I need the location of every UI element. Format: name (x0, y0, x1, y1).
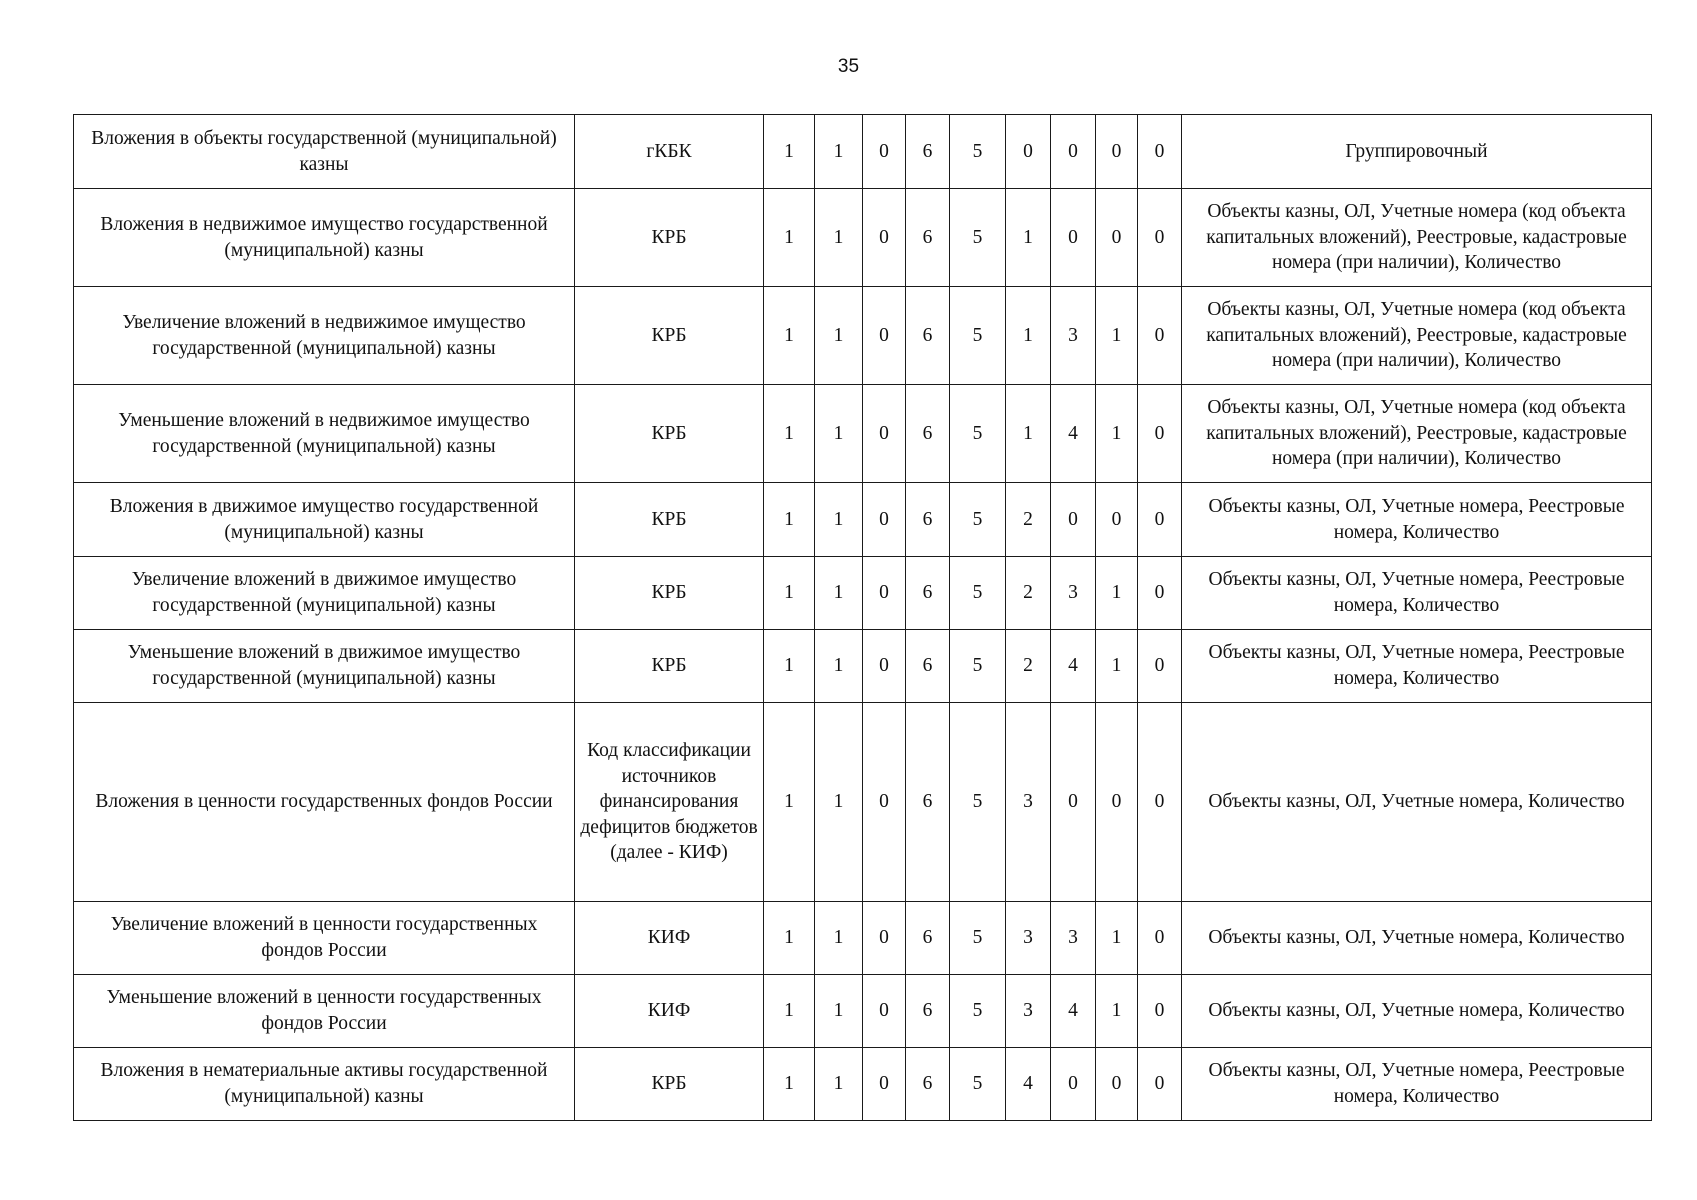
digit-cell: 0 (1096, 483, 1138, 557)
account-name-cell: Вложения в ценности государственных фондов России (74, 703, 575, 902)
analytics-cell: Объекты казны, ОЛ, Учетные номера, Реестровые номера, Количество (1182, 1048, 1652, 1121)
digit-cell: 5 (950, 557, 1006, 630)
digit-cell: 4 (1006, 1048, 1051, 1121)
digit-cell: 1 (1096, 385, 1138, 483)
analytics-cell: Объекты казны, ОЛ, Учетные номера, Количество (1182, 975, 1652, 1048)
digit-cell: 0 (1051, 189, 1096, 287)
digit-cell: 1 (1096, 630, 1138, 703)
digit-cell: 1 (764, 115, 815, 189)
digit-cell: 3 (1051, 557, 1096, 630)
account-type-cell: КРБ (575, 557, 764, 630)
digit-cell: 0 (863, 703, 906, 902)
digit-cell: 0 (863, 483, 906, 557)
table-row (74, 703, 1652, 902)
digit-cell: 2 (1006, 483, 1051, 557)
account-name-cell: Вложения в объекты государственной (муниципальной) казны (74, 115, 575, 189)
digit-cell: 0 (1051, 703, 1096, 902)
digit-cell: 6 (906, 287, 950, 385)
analytics-cell: Объекты казны, ОЛ, Учетные номера, Реестровые номера, Количество (1182, 630, 1652, 703)
account-name-cell: Вложения в движимое имущество государственной (муниципальной) казны (74, 483, 575, 557)
digit-cell: 1 (764, 557, 815, 630)
account-name-cell: Увеличение вложений в недвижимое имущество государственной (муниципальной) казны (74, 287, 575, 385)
digit-cell: 6 (906, 483, 950, 557)
digit-cell: 0 (863, 189, 906, 287)
account-name-cell: Вложения в недвижимое имущество государственной (муниципальной) казны (74, 189, 575, 287)
digit-cell: 5 (950, 1048, 1006, 1121)
account-name-cell: Увеличение вложений в движимое имущество государственной (муниципальной) казны (74, 557, 575, 630)
digit-cell: 3 (1006, 703, 1051, 902)
digit-cell: 0 (863, 115, 906, 189)
table-row (74, 115, 1652, 189)
digit-cell: 0 (1006, 115, 1051, 189)
account-name-cell: Уменьшение вложений в недвижимое имущество государственной (муниципальной) казны (74, 385, 575, 483)
analytics-cell: Объекты казны, ОЛ, Учетные номера, Количество (1182, 703, 1652, 902)
digit-cell: 4 (1051, 975, 1096, 1048)
digit-cell: 1 (764, 975, 815, 1048)
digit-cell: 0 (1051, 115, 1096, 189)
digit-cell: 5 (950, 385, 1006, 483)
digit-cell: 1 (1096, 557, 1138, 630)
page-number: 35 (837, 56, 860, 77)
digit-cell: 0 (863, 557, 906, 630)
digit-cell: 1 (1006, 287, 1051, 385)
digit-cell: 1 (764, 902, 815, 975)
digit-cell: 4 (1051, 630, 1096, 703)
digit-cell: 1 (815, 902, 863, 975)
digit-cell: 1 (1096, 902, 1138, 975)
digit-cell: 3 (1006, 975, 1051, 1048)
digit-cell: 0 (1051, 1048, 1096, 1121)
digit-cell: 1 (764, 1048, 815, 1121)
table-row (74, 385, 1652, 483)
digit-cell: 0 (1138, 557, 1182, 630)
digit-cell: 2 (1006, 630, 1051, 703)
digit-cell: 5 (950, 483, 1006, 557)
digit-cell: 0 (1138, 703, 1182, 902)
digit-cell: 0 (1051, 483, 1096, 557)
digit-cell: 6 (906, 1048, 950, 1121)
digit-cell: 3 (1006, 902, 1051, 975)
accounts-table (73, 114, 1652, 1121)
digit-cell: 1 (1006, 189, 1051, 287)
digit-cell: 5 (950, 703, 1006, 902)
digit-cell: 0 (1096, 115, 1138, 189)
digit-cell: 6 (906, 385, 950, 483)
digit-cell: 1 (764, 630, 815, 703)
account-type-cell: КРБ (575, 287, 764, 385)
digit-cell: 1 (764, 703, 815, 902)
digit-cell: 0 (1096, 189, 1138, 287)
digit-cell: 6 (906, 975, 950, 1048)
digit-cell: 1 (815, 557, 863, 630)
account-type-cell: КРБ (575, 1048, 764, 1121)
digit-cell: 1 (815, 630, 863, 703)
digit-cell: 0 (863, 902, 906, 975)
digit-cell: 1 (815, 385, 863, 483)
analytics-cell: Объекты казны, ОЛ, Учетные номера, Реестровые номера, Количество (1182, 557, 1652, 630)
digit-cell: 3 (1051, 287, 1096, 385)
digit-cell: 5 (950, 115, 1006, 189)
table-row (74, 189, 1652, 287)
digit-cell: 0 (1138, 189, 1182, 287)
digit-cell: 2 (1006, 557, 1051, 630)
digit-cell: 0 (1096, 703, 1138, 902)
account-name-cell: Увеличение вложений в ценности государственных фондов России (74, 902, 575, 975)
digit-cell: 0 (1138, 115, 1182, 189)
analytics-cell: Объекты казны, ОЛ, Учетные номера (код объекта капитальных вложений), Реестровые, кадастровые номера (при наличии), Количество (1182, 385, 1652, 483)
digit-cell: 0 (863, 1048, 906, 1121)
digit-cell: 1 (1006, 385, 1051, 483)
digit-cell: 3 (1051, 902, 1096, 975)
analytics-cell: Группировочный (1182, 115, 1652, 189)
analytics-cell: Объекты казны, ОЛ, Учетные номера, Количество (1182, 902, 1652, 975)
digit-cell: 0 (1096, 1048, 1138, 1121)
digit-cell: 6 (906, 902, 950, 975)
digit-cell: 1 (815, 483, 863, 557)
digit-cell: 0 (1138, 630, 1182, 703)
digit-cell: 6 (906, 557, 950, 630)
account-type-cell: КРБ (575, 189, 764, 287)
digit-cell: 0 (1138, 902, 1182, 975)
digit-cell: 1 (815, 115, 863, 189)
account-type-cell: гКБК (575, 115, 764, 189)
account-type-cell: КИФ (575, 975, 764, 1048)
digit-cell: 1 (764, 189, 815, 287)
digit-cell: 5 (950, 975, 1006, 1048)
account-type-cell: КРБ (575, 630, 764, 703)
account-type-cell: КИФ (575, 902, 764, 975)
digit-cell: 6 (906, 115, 950, 189)
table-row (74, 287, 1652, 385)
account-type-cell: КРБ (575, 385, 764, 483)
digit-cell: 6 (906, 703, 950, 902)
account-type-cell: КРБ (575, 483, 764, 557)
table-row (74, 557, 1652, 630)
digit-cell: 1 (764, 287, 815, 385)
digit-cell: 0 (1138, 385, 1182, 483)
table-row (74, 902, 1652, 975)
digit-cell: 0 (1138, 1048, 1182, 1121)
digit-cell: 1 (815, 975, 863, 1048)
account-name-cell: Уменьшение вложений в движимое имущество государственной (муниципальной) казны (74, 630, 575, 703)
digit-cell: 1 (764, 483, 815, 557)
digit-cell: 0 (1138, 975, 1182, 1048)
digit-cell: 5 (950, 902, 1006, 975)
digit-cell: 5 (950, 630, 1006, 703)
digit-cell: 1 (815, 703, 863, 902)
table-row (74, 975, 1652, 1048)
digit-cell: 5 (950, 287, 1006, 385)
table-row (74, 630, 1652, 703)
table-row (74, 483, 1652, 557)
table-row (74, 1048, 1652, 1121)
account-name-cell: Вложения в нематериальные активы государственной (муниципальной) казны (74, 1048, 575, 1121)
digit-cell: 0 (1138, 483, 1182, 557)
digit-cell: 0 (863, 630, 906, 703)
digit-cell: 1 (815, 1048, 863, 1121)
digit-cell: 1 (764, 385, 815, 483)
digit-cell: 1 (815, 189, 863, 287)
account-name-cell: Уменьшение вложений в ценности государственных фондов России (74, 975, 575, 1048)
digit-cell: 1 (815, 287, 863, 385)
analytics-cell: Объекты казны, ОЛ, Учетные номера (код объекта капитальных вложений), Реестровые, кадастровые номера (при наличии), Количество (1182, 287, 1652, 385)
account-type-cell: Код классификации источников финансирования дефицитов бюджетов (далее - КИФ) (575, 703, 764, 902)
digit-cell: 4 (1051, 385, 1096, 483)
digit-cell: 1 (1096, 287, 1138, 385)
digit-cell: 0 (1138, 287, 1182, 385)
digit-cell: 0 (863, 975, 906, 1048)
digit-cell: 5 (950, 189, 1006, 287)
digit-cell: 0 (863, 287, 906, 385)
digit-cell: 1 (1096, 975, 1138, 1048)
digit-cell: 6 (906, 189, 950, 287)
analytics-cell: Объекты казны, ОЛ, Учетные номера, Реестровые номера, Количество (1182, 483, 1652, 557)
digit-cell: 0 (863, 385, 906, 483)
digit-cell: 6 (906, 630, 950, 703)
analytics-cell: Объекты казны, ОЛ, Учетные номера (код объекта капитальных вложений), Реестровые, кадастровые номера (при наличии), Количество (1182, 189, 1652, 287)
